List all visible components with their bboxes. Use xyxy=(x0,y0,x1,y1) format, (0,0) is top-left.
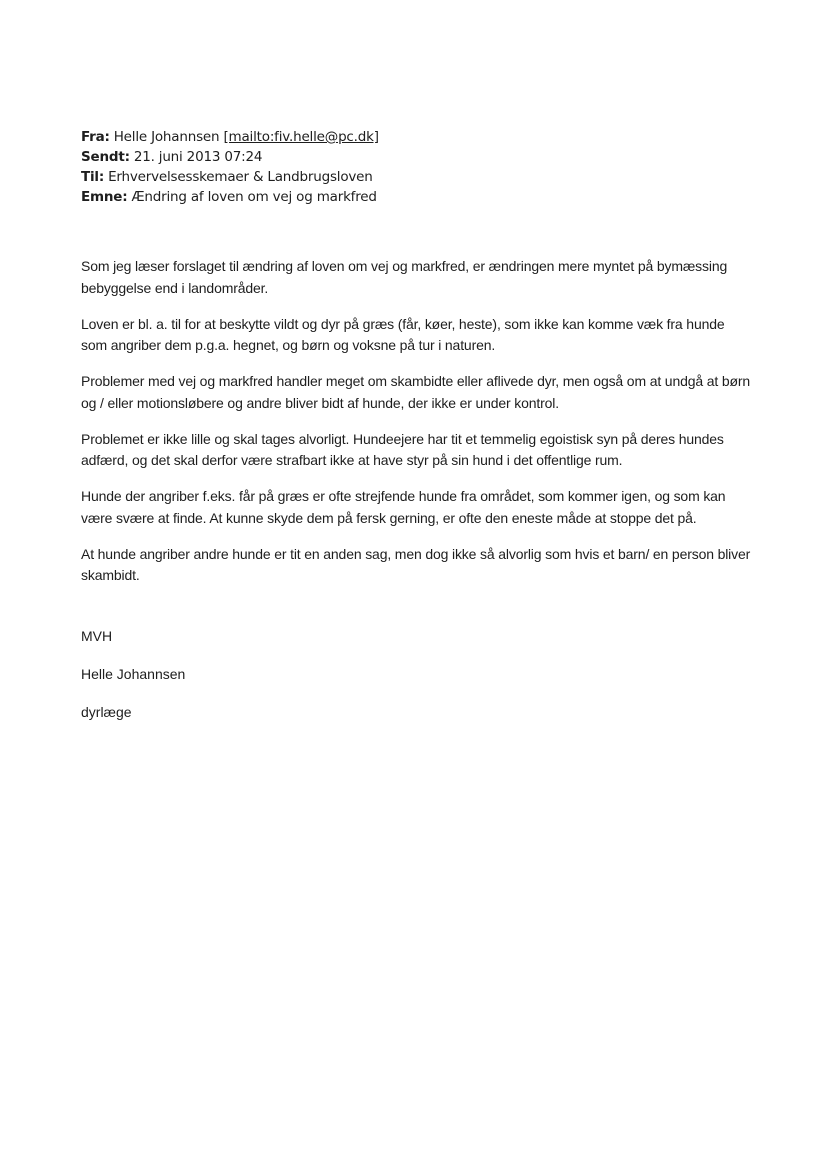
email-header xyxy=(81,127,741,207)
subject-value: Ændring af loven om vej og markfred xyxy=(131,189,377,205)
signoff-title: dyrlæge xyxy=(81,704,132,720)
body-paragraph: At hunde angriber andre hunde er tit en anden sag, men dog ikke så alvorlig som hvis et barn/ en person bliver skambidt. xyxy=(81,545,751,583)
signoff-greeting: MVH xyxy=(81,628,113,644)
body-paragraph: Problemer med vej og markfred handler meget om skambidte eller aflivede dyr, men også om at undgå at børn og / eller motionsløbere og andre bliver bidt af hunde, der ikke er under kontrol. xyxy=(81,373,751,411)
body-paragraph: Problemet er ikke lille og skal tages alvorligt. Hundeejere har tit et temmelig egoistisk syn på deres hundes adfærd, og det skal derfor være strafbart ikke at have styr på sin hund i det offentlige rum. xyxy=(81,430,724,468)
from-mailto-link[interactable]: [mailto:fiv.helle@pc.dk] xyxy=(223,129,379,145)
subject-label: Emne: xyxy=(81,189,128,205)
body-paragraph: Hunde der angriber f.eks. får på græs er ofte strejfende hunde fra området, som kommer igen, og som kan være svære at finde. At kunne skyde dem på fersk gerning, er ofte den eneste måde at stoppe det på. xyxy=(81,488,726,526)
body-paragraph: Loven er bl. a. til for at beskytte vildt og dyr på græs (får, køer, heste), som ikke kan komme væk fra hunde som angriber dem p.g.a. hegnet, og børn og voksne på tur i naturen. xyxy=(81,315,725,353)
subject-row xyxy=(81,187,741,207)
sent-row xyxy=(81,147,741,167)
email-signoff xyxy=(81,626,185,740)
signoff-name: Helle Johannsen xyxy=(81,666,186,682)
body-paragraph: Som jeg læser forslaget til ændring af loven om vej og markfred, er ændringen mere myntet på bymæssing bebyggelse end i landområder. xyxy=(81,258,728,296)
to-row xyxy=(81,167,741,187)
to-label: Til: xyxy=(81,169,105,185)
from-label: Fra: xyxy=(81,129,110,145)
to-value: Erhvervelsesskemaer & Landbrugsloven xyxy=(108,169,373,185)
from-name: Helle Johannsen xyxy=(113,129,220,145)
email-body xyxy=(81,256,751,601)
sent-label: Sendt: xyxy=(81,149,130,165)
from-row xyxy=(81,127,741,147)
sent-value: 21. juni 2013 07:24 xyxy=(133,149,263,165)
